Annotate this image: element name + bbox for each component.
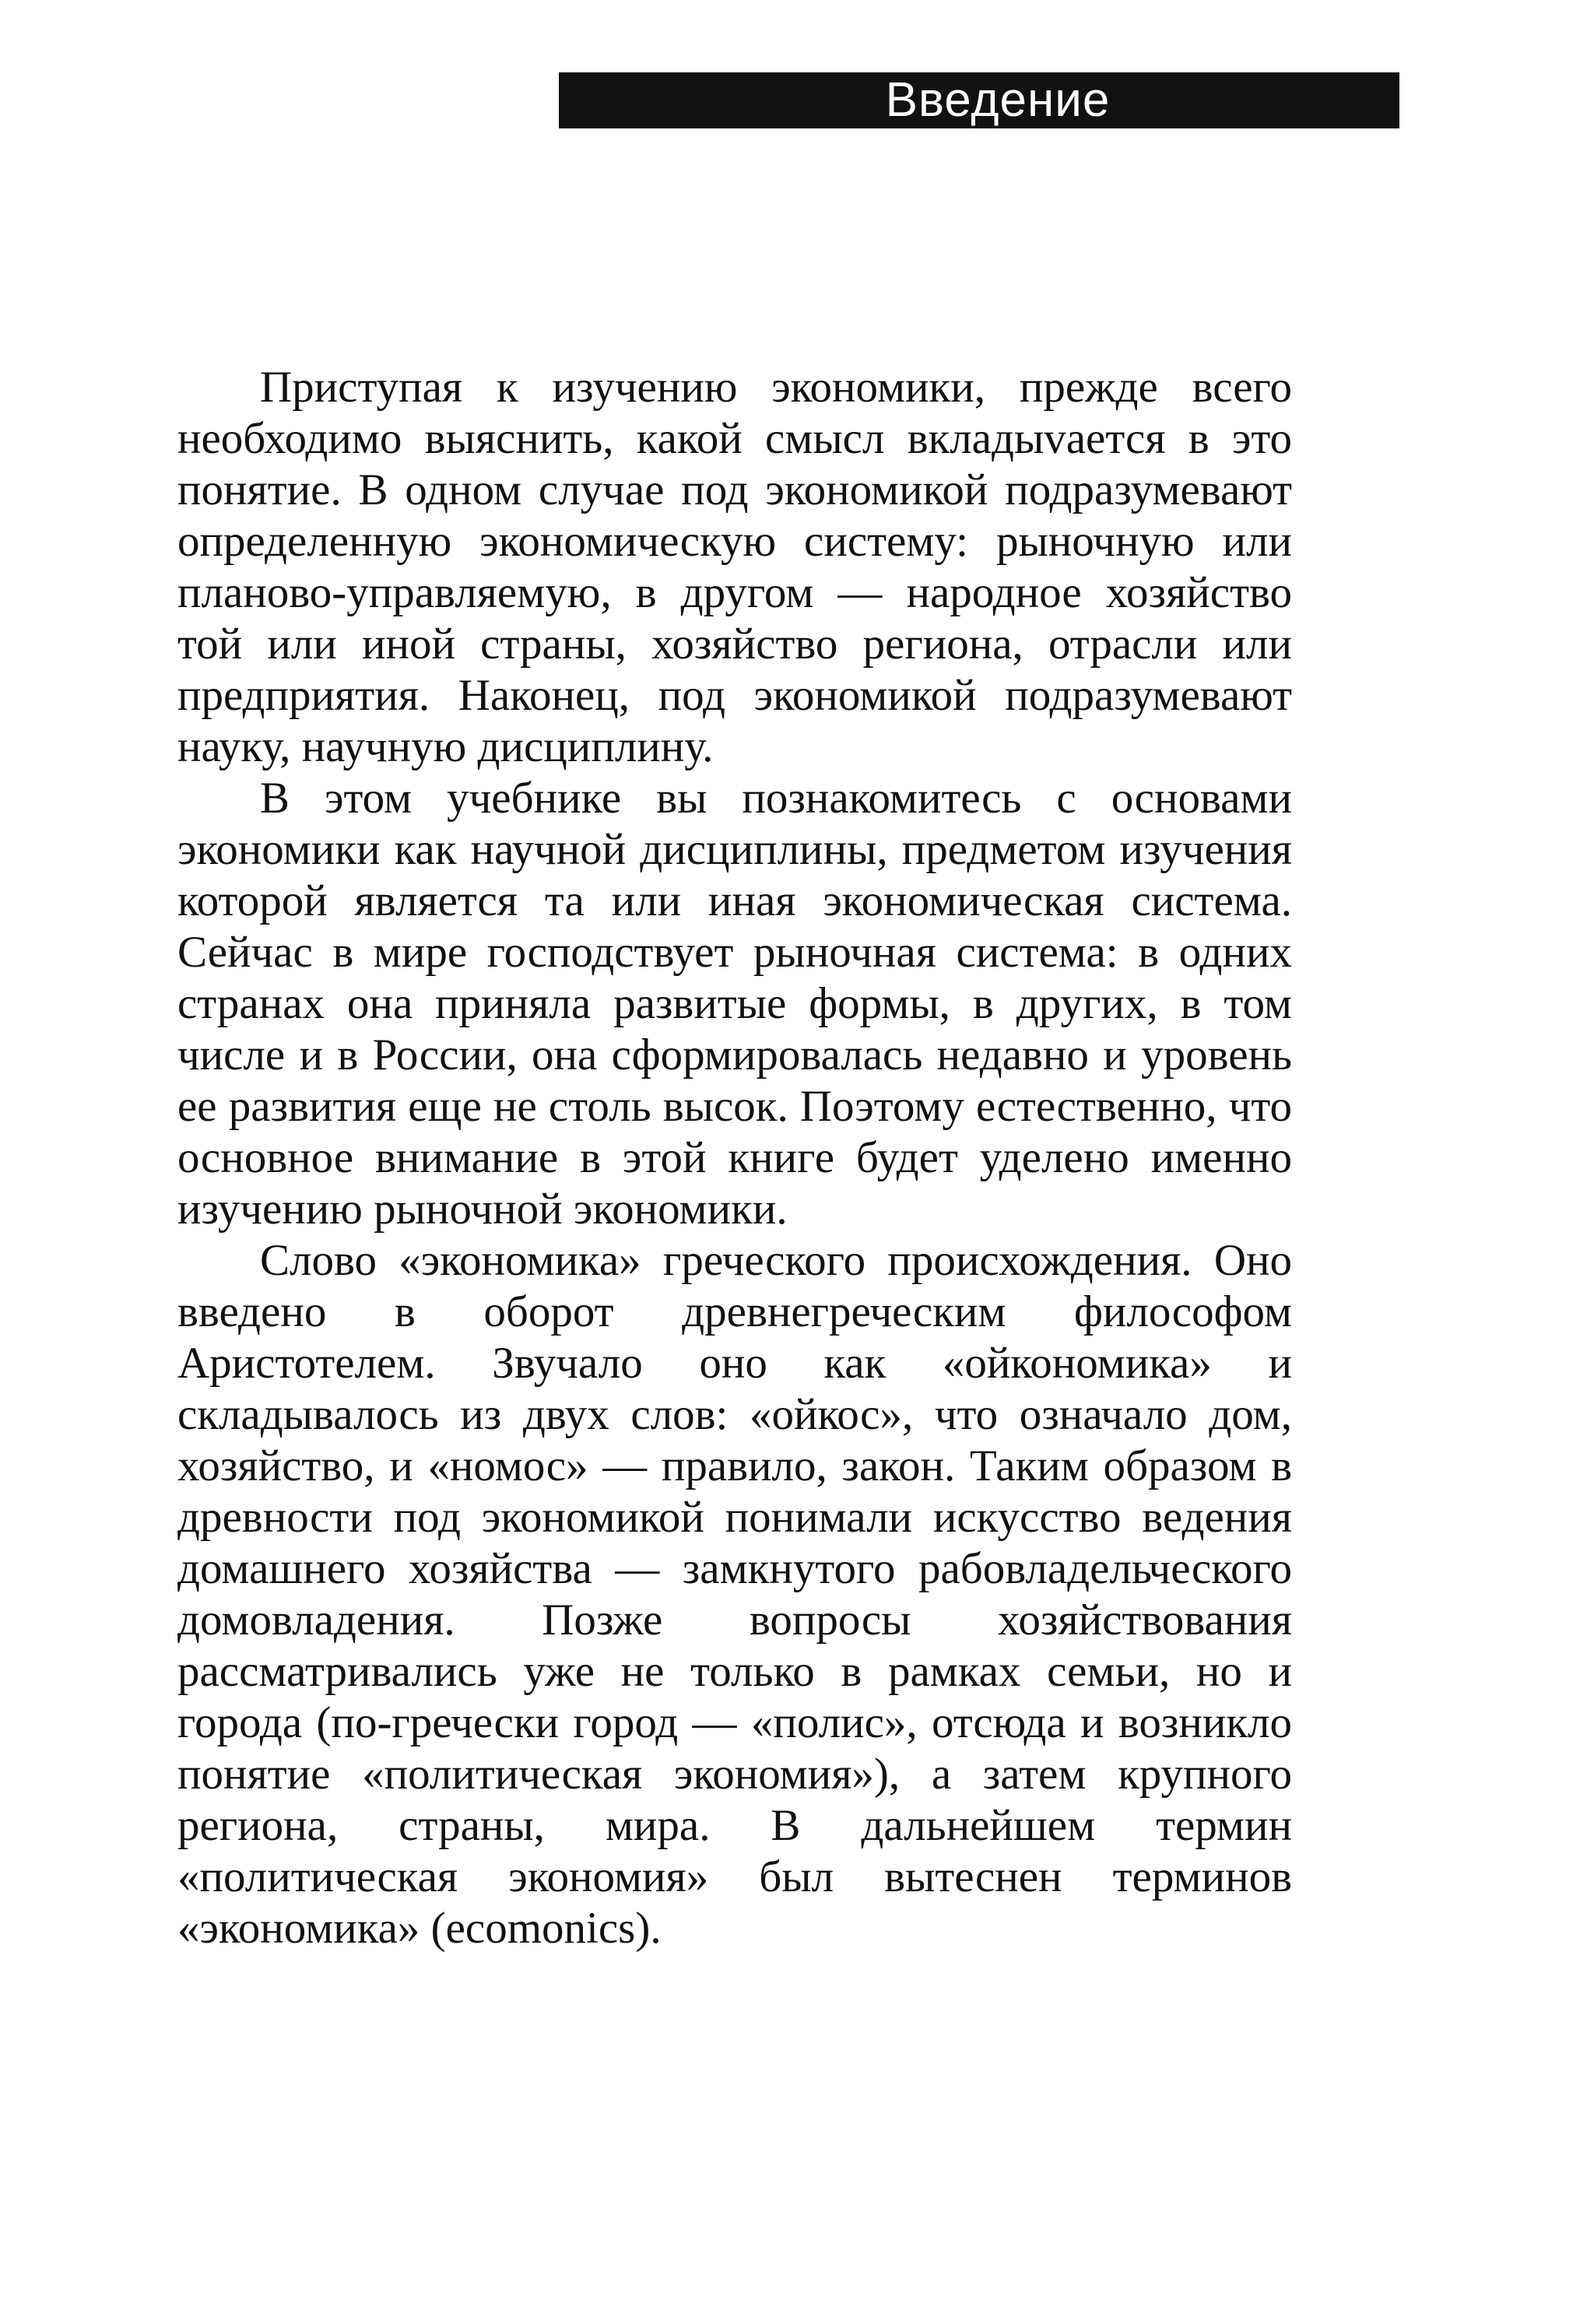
chapter-header-bar xyxy=(559,72,1399,128)
paragraph-2: В этом учебнике вы познакомитесь с основами экономики как научной дисциплины, предметом изучения которой является та или иная экономическая система. Сейчас в мире господствует рыночная система: в одних странах она приняла развитые формы, в других, в том числе и в России, она сформировалась недавно и уровень ее развития еще не столь высок. Поэтому естественно, что основное внимание в этой книге будет уделено именно изучению рыночной экономики. xyxy=(177,774,1292,1234)
paragraph-3: Слово «экономика» греческого происхождения. Оно введено в оборот древнегреческим философом Аристотелем. Звучало оно как «ойкономика» и складывалось из двух слов: «ойкос», что означало дом, хозяйство, и «номос» — правило, закон. Таким образом в древности под экономикой понимали искусство ведения домашнего хозяйства — замкнутого рабовладельческого домовладения. Позже вопросы хозяйствования рассматривались уже не только в рамках семьи, но и города (по-гречески город — «полис», отсюда и возникло понятие «политическая экономия»), а затем крупного региона, страны, мира. В дальнейшем термин «политическая экономия» был вытеснен терминов «экономика» (ecomonics). xyxy=(177,1236,1292,1953)
paragraph-1: Приступая к изучению экономики, прежде всего необходимо выяснить, какой смысл вкладыvается в это понятие. В одном случае под экономикой подразумевают определенную экономическую систему: рыночную или планово-управляемую, в другом — народное хозяйство той или иной страны, хозяйство региона, отрасли или предприятия. Наконец, под экономикой подразумевают науку, научную дисциплину. xyxy=(177,363,1292,771)
chapter-title: Введение xyxy=(885,73,1111,127)
chapter-body xyxy=(177,362,1292,1954)
